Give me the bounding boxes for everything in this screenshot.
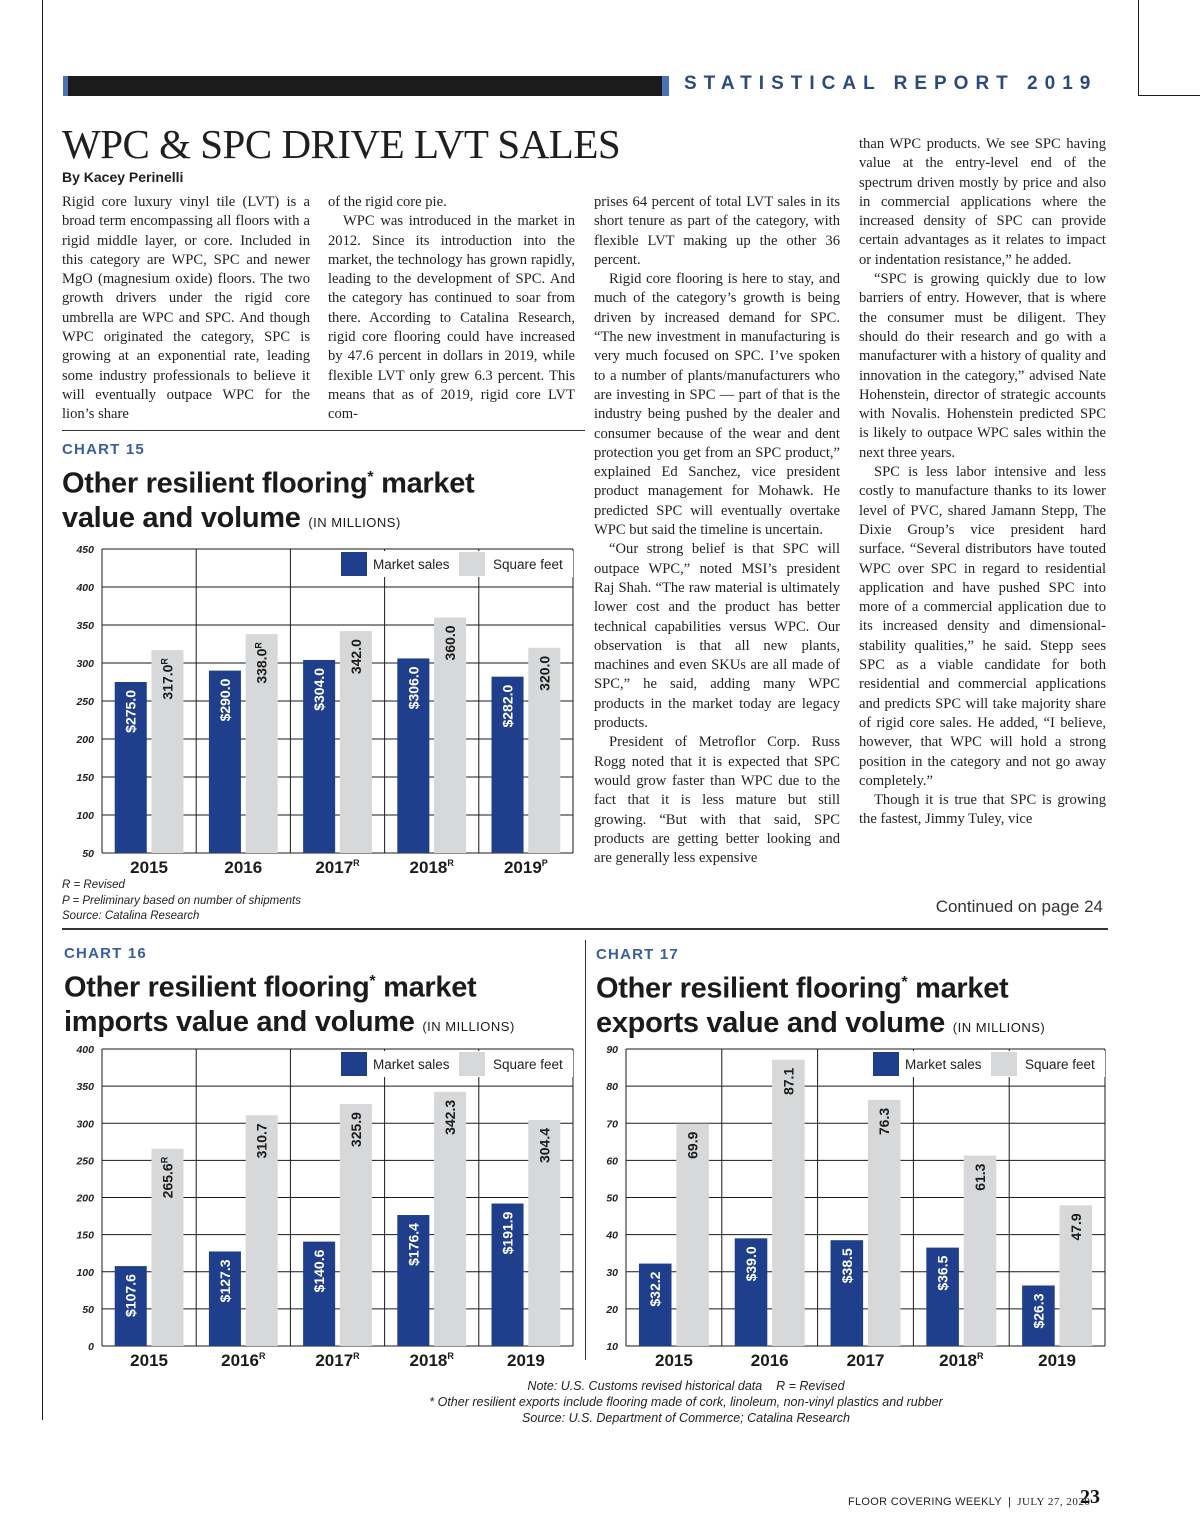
legend-label-square-feet: Square feet: [493, 1057, 563, 1072]
legend-swatch-market-sales: [873, 1052, 899, 1076]
y-tick-label: 200: [76, 1192, 94, 1205]
bar-value-label: 76.3: [876, 1107, 893, 1136]
y-tick-label: 80: [606, 1081, 618, 1094]
header-bar: [63, 76, 669, 96]
chart15-unit: (IN MILLIONS): [308, 514, 401, 530]
chart15-title-line1: Other resilient flooring: [62, 467, 368, 500]
y-tick-label: 60: [606, 1155, 618, 1168]
article-column-2: [328, 193, 575, 425]
bar-value-label: $176.4: [405, 1223, 422, 1266]
x-category-label: 2019: [1038, 1351, 1077, 1368]
bar-value-label: 342.3: [442, 1099, 459, 1135]
charts-divider-rule: [62, 928, 1108, 930]
trim-line-left: [42, 0, 43, 1420]
legend-label-square-feet: Square feet: [493, 557, 563, 572]
charts-vertical-rule: [585, 940, 586, 1360]
paragraph: Rigid core flooring is here to stay, and much of the category’s growth is being driven by increased demand for SPC. “The new investment in manufacturing is very much focused on SPC. I’ve spoken to a number of plants/manufacturers who are investing in SPC — part of that is the industry being pushed by the dealer and consumer because of the wear and dent protection you get from an SPC product,” explained Ed Sanchez, vice president product management for Mohawk. He predicted SPC will eventually overtake WPC but said the timeline is uncertain.: [594, 271, 840, 539]
bar-value-label: 320.0: [536, 655, 553, 691]
y-tick-label: 250: [76, 1155, 94, 1168]
legend-swatch-market-sales: [341, 552, 367, 576]
paragraph: Though it is true that SPC is growing the fastest, Jimmy Tuley, vice: [859, 792, 1106, 828]
y-tick-label: 50: [82, 1303, 94, 1316]
bar-value-label: $275.0: [122, 690, 139, 733]
legend-label-market-sales: Market sales: [373, 557, 450, 572]
legend-swatch-square-feet: [459, 552, 485, 576]
footer-publication: FLOOR COVERING WEEKLY: [848, 1496, 1003, 1508]
bar-value-mark: R: [159, 1156, 170, 1164]
x-category-label: $2017^R$: [315, 858, 360, 877]
bar-value-label: 47.9: [1067, 1213, 1084, 1241]
chart17-unit: (IN MILLIONS): [952, 1019, 1046, 1035]
x-category-label: $2018^R$: [409, 858, 454, 877]
page-footer: [848, 1496, 1090, 1508]
footer-separator: |: [1008, 1496, 1012, 1508]
bar-value-label: $32.2: [647, 1271, 664, 1307]
bar-value-label: 69.9: [684, 1131, 701, 1159]
bar-value-label: $140.6: [311, 1249, 328, 1293]
article-column-1: [62, 193, 310, 425]
x-category-mark: R: [447, 858, 454, 868]
y-tick-label: 40: [606, 1229, 618, 1242]
y-tick-label: 30: [606, 1266, 618, 1279]
y-tick-label: 450: [76, 544, 94, 556]
bar-value-label: $107.6: [122, 1274, 139, 1317]
chart17-title-line1-tail: market: [907, 972, 1009, 1005]
y-tick-label: 10: [606, 1341, 618, 1353]
legend-label-market-sales: Market sales: [905, 1057, 982, 1072]
continued-note: Continued on page 24: [935, 897, 1103, 916]
bar-value-label: $290.0: [216, 678, 233, 722]
y-tick-label: 0: [88, 1341, 94, 1353]
chart15-title-line2: value and volume: [62, 501, 301, 534]
y-tick-label: 350: [76, 620, 94, 632]
paragraph: SPC is less labor intensive and less costly to manufacture thanks to its lower level of PVC, shared Jamann Stepp, The Dixie Group’s vice president hard surface. “Several distributors have touted WPC over SPC in regard to residential application and have pushed SPC into more of a commercial application due to its increased density and dimensional-stability qualities,” he said. Stepp sees SPC as a viable candidate for both residential and commercial applications and predicts SPC will take majority share of rigid core sales. He added, “I believe, however, that WPC will hold a strong position in the category and not go away completely.”: [859, 464, 1106, 789]
chart16-unit: (IN MILLIONS): [422, 1018, 515, 1034]
legend-swatch-square-feet: [459, 1052, 485, 1076]
chart15-footnote-preliminary: P = Preliminary based on number of shipments: [62, 894, 301, 907]
chart16-title-line2: imports value and volume: [64, 1005, 415, 1038]
paragraph: President of Metroflor Corp. Russ Rogg noted that it is expected that SPC would grow faster than WPC due to the fact that it is less mature but still growing. “But with that said, SPC products are getting better looking and are generally less expensive: [594, 734, 840, 867]
legend-swatch-square-feet: [991, 1052, 1017, 1076]
article-byline: By Kacey Perinelli: [62, 169, 184, 185]
bar-value-label: $127.3: [216, 1259, 233, 1303]
chart15-top-rule: [62, 430, 585, 431]
chart17-title: Other resilient flooring* market exports value and volume (IN MILLIONS): [596, 972, 1046, 1039]
bar-square-feet: [772, 1060, 805, 1346]
footer-date: JULY 27, 2020: [1017, 1496, 1091, 1508]
bar-value-label: 342.0: [347, 639, 364, 675]
charts-bottom-note: [200, 1378, 1172, 1426]
paragraph: than WPC products. We see SPC having value at the entry-level end of the spectrum driven mostly by price and also in commercial applications where the increased density of SPC can provide certain advantages as it relates to impact or indentation resistance,” he added.: [859, 136, 1106, 268]
chart15-title-line1-tail: market: [373, 467, 475, 500]
bar-value-label: 304.4: [536, 1127, 553, 1164]
chart16-tag: CHART 16: [64, 945, 147, 962]
x-category-mark: R: [353, 1351, 360, 1361]
paragraph: “Our strong belief is that SPC will outpace WPC,” noted MSI’s president Raj Shah. “The raw material is ultimately lower cost and the product has better technical capabilities versus WPC. Our observation is that all new plants, machines and even SKUs are all made of SPC,” he said, adding many WPC products in the market today are legacy products.: [594, 541, 840, 732]
legend-swatch-market-sales: [341, 1052, 367, 1076]
trim-line-top: [1138, 95, 1200, 96]
y-tick-label: 300: [76, 658, 94, 670]
x-category-label: 2016: [224, 858, 263, 877]
chart16-title-line1: Other resilient flooring: [64, 971, 370, 1004]
bar-value-label: 325.9: [347, 1112, 364, 1148]
chart17-plot: [594, 1040, 1114, 1368]
chart16-plot: [62, 1040, 582, 1368]
y-tick-label: 300: [76, 1118, 94, 1131]
y-tick-label: 150: [76, 772, 94, 784]
paragraph: WPC was introduced in the market in 2012. Since its introduction into the market, the technology has grown rapidly, leading to the development of SPC. And the category has continued to soar from there. According to Catalina Research, rigid core flooring could have increased by 47.6 percent in dollars in 2019, while flexible LVT only grew 6.3 percent. This means that as of 2019, rigid core LVT com-: [328, 213, 575, 423]
bar-value-label: $191.9: [499, 1211, 516, 1255]
article-column-3: [594, 193, 840, 868]
y-tick-label: 350: [76, 1081, 94, 1094]
y-tick-label: 200: [76, 734, 94, 746]
y-tick-label: 70: [606, 1118, 618, 1131]
y-tick-label: 20: [606, 1303, 618, 1316]
x-category-label: 2015: [130, 1351, 169, 1368]
chart15-footnotes: [62, 878, 301, 925]
y-tick-label: 50: [82, 848, 94, 860]
x-category-label: $2017^R$: [315, 1351, 360, 1368]
x-category-label: $2018^R$: [409, 1351, 454, 1368]
bar-value-label: $26.3: [1030, 1293, 1047, 1329]
bar-value-label: $36.5: [934, 1255, 951, 1291]
page-number: 23: [1080, 1486, 1100, 1508]
header-bar-accent-right: [662, 76, 669, 96]
x-category-label: 2016: [750, 1351, 789, 1368]
article-column-4: [859, 135, 1106, 830]
x-category-label: $2019^P$: [503, 858, 548, 877]
bar-value-label: $306.0: [405, 666, 422, 710]
trim-line-right: [1138, 0, 1139, 95]
paragraph: of the rigid core pie.: [328, 194, 447, 210]
y-tick-label: 150: [76, 1229, 94, 1242]
bar-value-label: $38.5: [838, 1248, 855, 1284]
bar-value-label: 61.3: [971, 1163, 988, 1191]
chart17-tag: CHART 17: [596, 946, 679, 963]
legend-label-square-feet: Square feet: [1025, 1057, 1095, 1072]
paragraph: Rigid core luxury vinyl tile (LVT) is a broad term encompassing all floors with a rigid middle layer, or core. Included in this category are WPC, SPC and newer MgO (magnesium oxide) floors. The two growth drivers under the rigid core umbrella are WPC and SPC. And though WPC originated the category, SPC is growing at an exponential rate, leading some industry professionals to believe it will eventually outpace WPC for the lion’s share: [62, 194, 310, 423]
y-tick-label: 100: [76, 1266, 94, 1279]
chart15-tag: CHART 15: [62, 441, 145, 458]
x-category-label: $2018^R$: [939, 1351, 984, 1368]
x-category-label: $2016^R$: [221, 1351, 266, 1368]
y-tick-label: 50: [606, 1192, 618, 1205]
chart16-title-line1-tail: market: [375, 971, 477, 1004]
bar-value-label: $265.6^R$: [159, 1156, 176, 1199]
x-category-label: 2015: [654, 1351, 693, 1368]
y-tick-label: 400: [76, 1044, 94, 1056]
x-category-mark: R: [976, 1351, 984, 1361]
x-category-label: 2015: [130, 858, 169, 877]
legend-label-market-sales: Market sales: [373, 1057, 450, 1072]
chart17-title-line1: Other resilient flooring: [596, 972, 902, 1005]
section-label: STATISTICAL REPORT 2019: [684, 73, 1098, 94]
paragraph: “SPC is growing quickly due to low barriers of entry. However, that is where the consumer must be diligent. They should do their research and go with a manufacturer with a history of quality and innovation in the category,” advised Nate Hohenstein, director of strategic accounts with Novalis. Hohenstein predicted SPC is likely to outpace WPC sales within the next three years.: [859, 271, 1106, 461]
bottom-note-line: Source: U.S. Department of Commerce; Catalina Research: [522, 1411, 850, 1425]
chart15-title: Other resilient flooring* market value and volume (IN MILLIONS): [62, 467, 475, 534]
bottom-note-line: * Other resilient exports include flooring made of cork, linoleum, non-vinyl plastics and rubber: [429, 1395, 943, 1409]
bar-value-label: $39.0: [743, 1246, 760, 1282]
y-tick-label: 400: [76, 582, 94, 594]
bottom-note-line: Note: U.S. Customs revised historical data R = Revised: [527, 1379, 845, 1393]
x-category-mark: R: [258, 1351, 266, 1361]
chart15-plot: [62, 540, 582, 878]
article-headline: WPC & SPC DRIVE LVT SALES: [62, 121, 621, 167]
bar-value-label: $338.0^R$: [253, 642, 270, 684]
chart15-footnote-revised: R = Revised: [62, 879, 125, 891]
paragraph: prises 64 percent of total LVT sales in its short tenure as part of the category, with flexible LVT making up the other 36 percent.: [594, 194, 840, 268]
x-category-label: 2019: [506, 1351, 545, 1368]
x-category-mark: P: [541, 858, 548, 868]
header-bar-accent: [63, 76, 68, 96]
chart16-title: Other resilient flooring* market imports value and volume (IN MILLIONS): [64, 971, 515, 1038]
y-tick-label: 90: [606, 1044, 618, 1056]
y-tick-label: 100: [76, 810, 94, 822]
bar-value-label: 310.7: [253, 1123, 270, 1159]
bar-value-mark: R: [253, 642, 264, 649]
bar-value-mark: R: [159, 658, 170, 665]
bar-value-label: $282.0: [499, 684, 516, 728]
x-category-mark: R: [447, 1351, 454, 1361]
chart15-footnote-source: Source: Catalina Research: [62, 910, 200, 922]
y-tick-label: 250: [76, 696, 94, 708]
bar-value-label: $317.0^R$: [159, 658, 176, 700]
bar-square-feet: [868, 1100, 901, 1346]
bar-value-label: 87.1: [780, 1067, 797, 1096]
bar-value-label: 360.0: [442, 625, 459, 661]
bar-value-label: $304.0: [311, 667, 328, 711]
x-category-mark: R: [353, 858, 360, 868]
x-category-label: 2017: [846, 1351, 885, 1368]
chart17-title-line2: exports value and volume: [596, 1006, 945, 1039]
